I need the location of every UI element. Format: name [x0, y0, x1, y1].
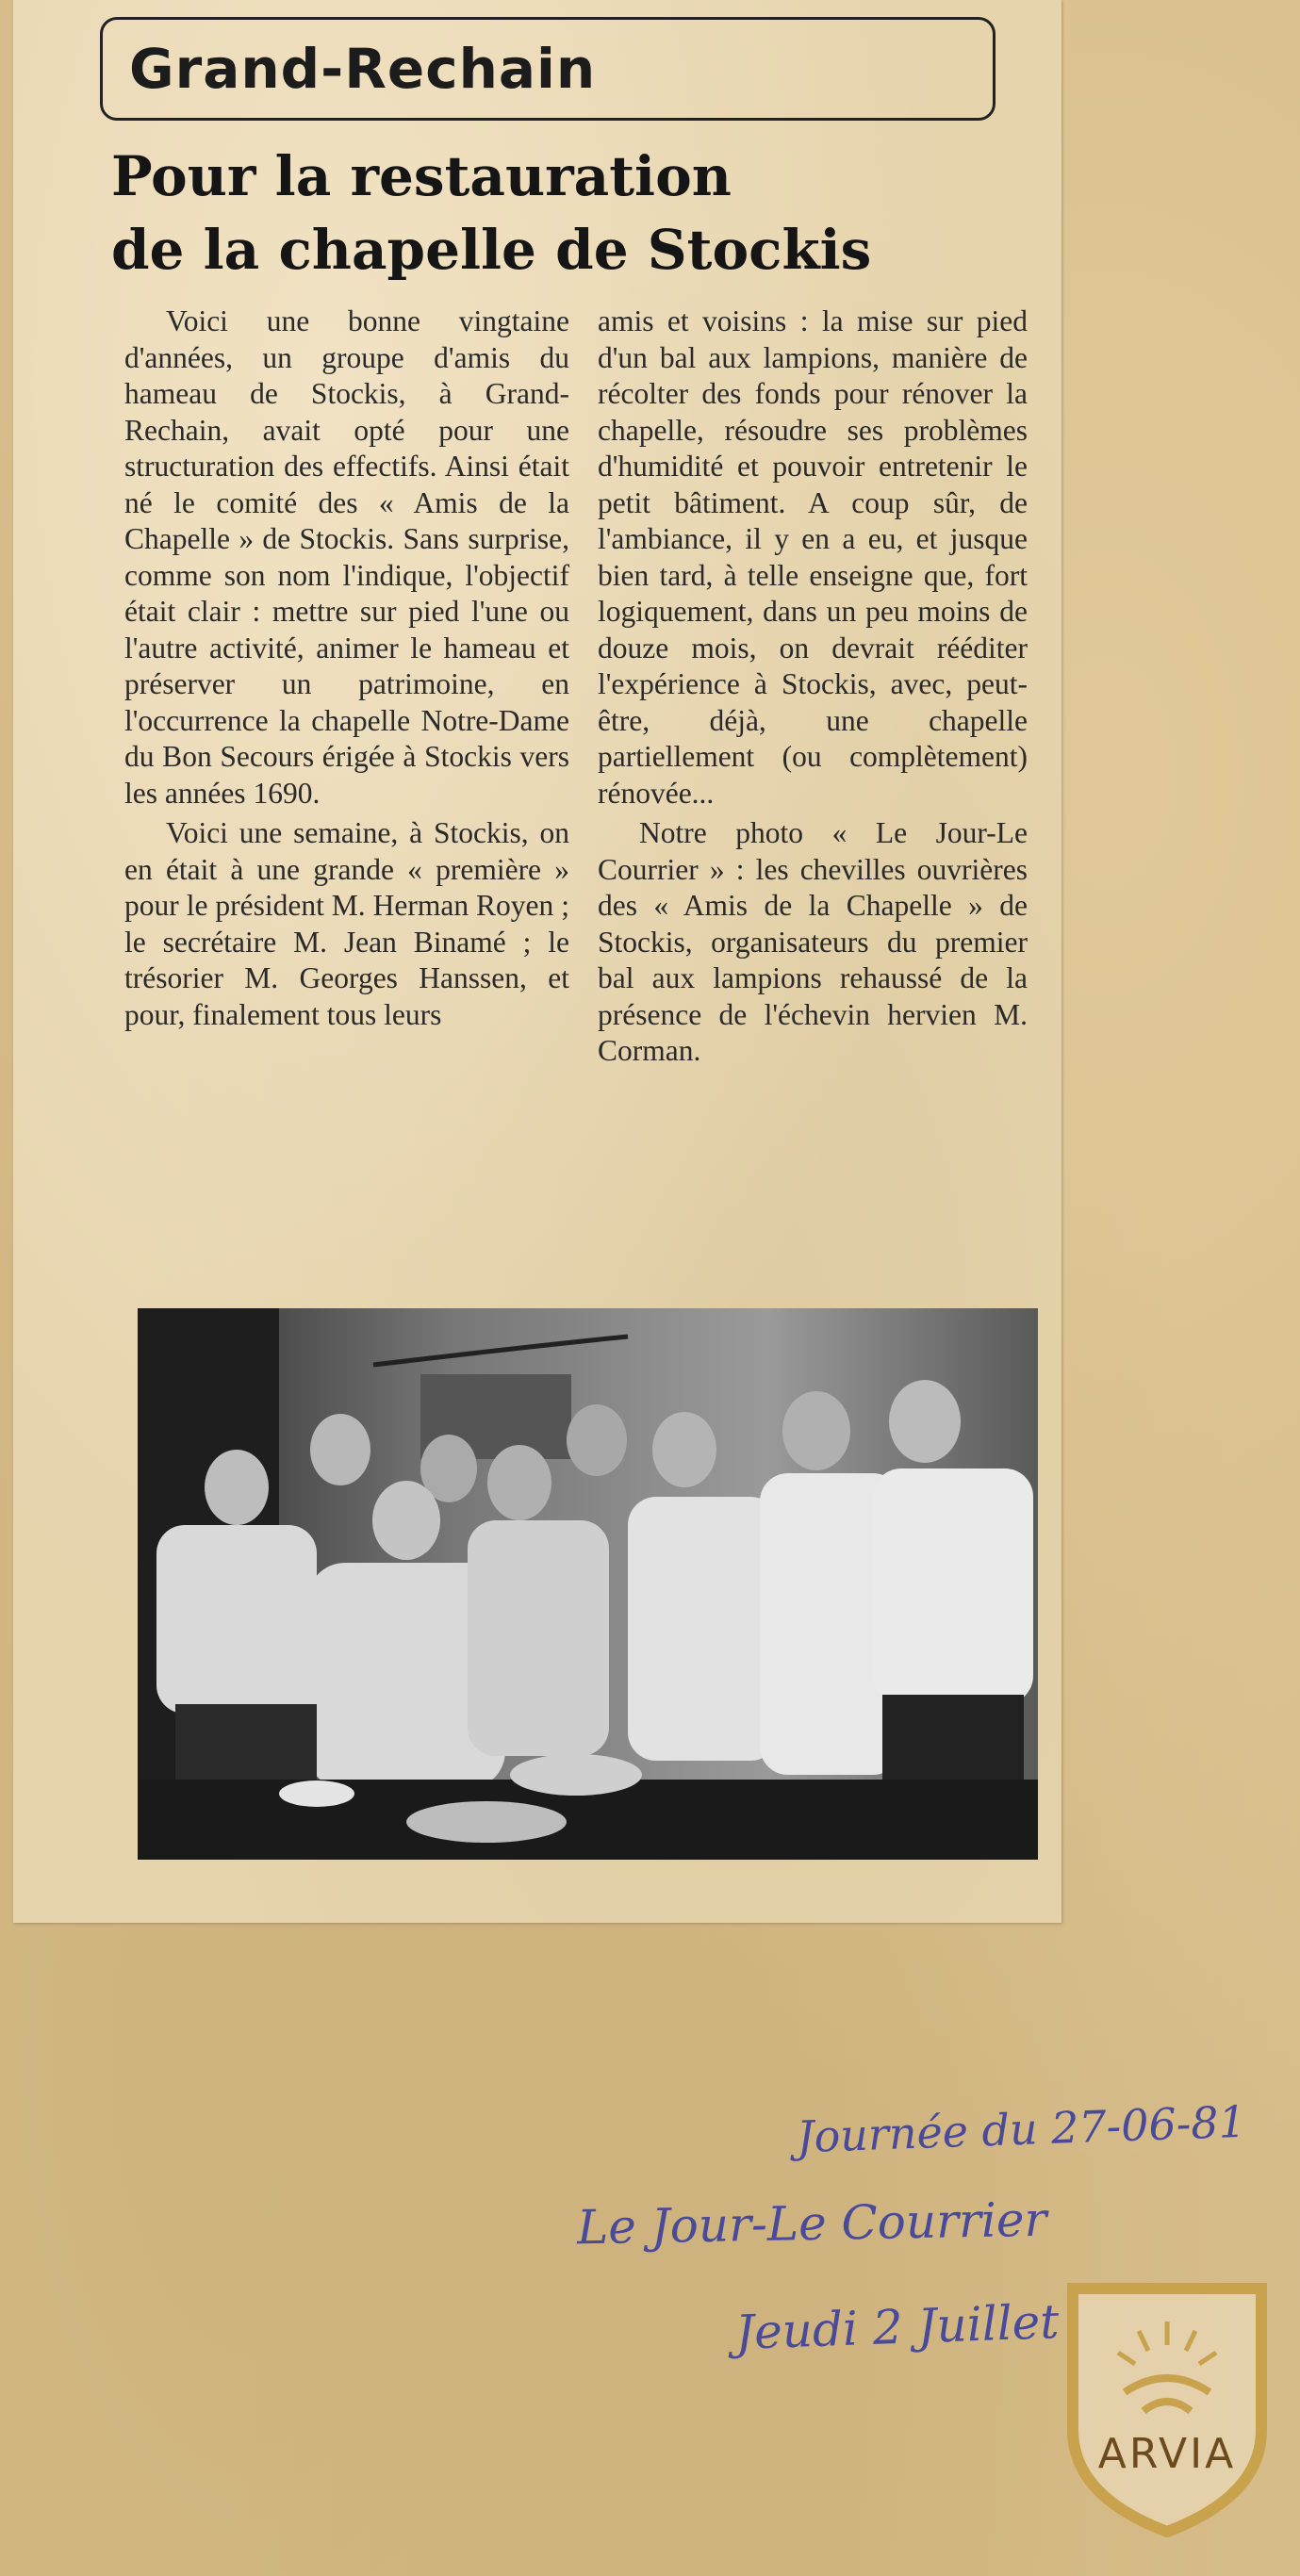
- article-column-left: [124, 304, 569, 1033]
- handwritten-date-line: Journée du 27-06-81: [796, 2095, 1247, 2163]
- handwritten-day-line: Jeudi 2 Juillet: [734, 2294, 1061, 2360]
- paragraph-bal: amis et voisins : la mise sur pied d'un bal aux lampions, manière de récolter des fonds pour rénover la chapelle, résoudre ses problèmes d'humidité et pouvoir entretenir le petit bâtiment. A coup sûr, de l'ambiance, il y en a eu, et jusque bien tard, à telle enseigne que, fort logiquement, dans un peu moins de douze mois, on devrait rééditer l'expérience à Stockis, avec, peut-être, déjà, une chapelle partiellement (ou complètement) rénovée...: [598, 304, 1028, 810]
- shield-icon: [1054, 2270, 1280, 2537]
- newspaper-clipping: [13, 0, 1061, 1923]
- section-header-box: [100, 17, 996, 121]
- paragraph-intro: Voici une bonne vingtaine d'années, un groupe d'amis du hameau de Stockis, à Grand-Rechain, avait opté pour une structuration des effectifs. Ainsi était né le comité des « Amis de la Chapelle » de Stockis. Sans surprise, comme son nom l'indique, l'objectif était clair : mettre sur pied l'une ou l'autre activité, animer le hameau et préserver un patrimoine, en l'occurrence la chapelle Notre-Dame du Bon Secours érigée à Stockis vers les années 1690.: [124, 304, 569, 810]
- paragraph-premiere: Voici une semaine, à Stockis, on en était à une grande « première » pour le président M. Herman Royen ; le secrétaire M. Jean Binamé ; le trésorier M. Georges Hanssen, et pour, finalement tous leurs: [124, 816, 569, 1031]
- group-photo: [138, 1308, 1038, 1860]
- headline-line-2: de la chapelle de Stockis: [111, 218, 872, 282]
- headline-line-1: Pour la restauration: [111, 144, 732, 208]
- arvia-watermark-badge: [1054, 2270, 1280, 2537]
- photo-caption: Notre photo « Le Jour-Le Courrier » : les chevilles ouvrières des « Amis de la Chapelle » de Stockis, organisateurs du premier bal aux lampions rehaussé de la présence de l'échevin hervien M. Corman.: [598, 816, 1028, 1067]
- article-column-right: [598, 304, 1028, 1070]
- handwritten-newspaper-line: Le Jour-Le Courrier: [576, 2191, 1047, 2256]
- article-headline: [111, 139, 1054, 287]
- section-title: Grand-Rechain: [129, 37, 597, 101]
- watermark-label: ARVIA: [1097, 2430, 1237, 2478]
